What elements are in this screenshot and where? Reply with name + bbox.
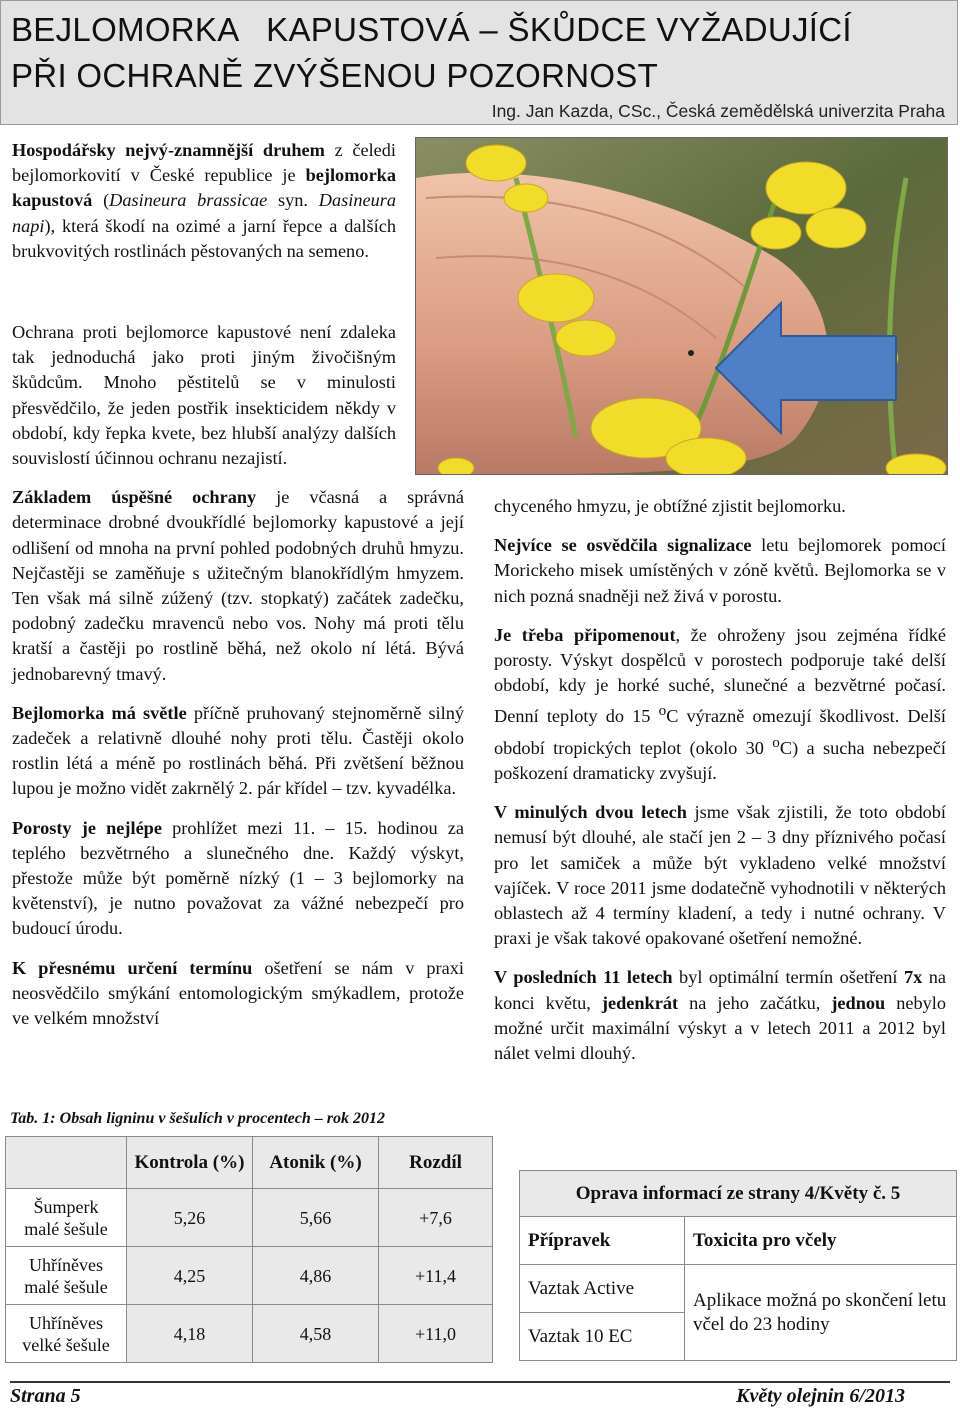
rapeseed-flower-photo — [415, 137, 948, 475]
row-label-place: Uhříněves — [29, 1254, 103, 1275]
correction-box — [519, 1170, 957, 1364]
header-atonik: Atonik (%) — [253, 1137, 379, 1189]
weather-text-2: C výrazně omezují škodlivost. Delší období tropických teplot (okolo 30 — [494, 706, 946, 758]
table-corner-cell — [6, 1137, 127, 1189]
lignin-table — [5, 1136, 493, 1363]
title-line-1: BEJLOMORKA KAPUSTOVÁ – ŠKŮDCE VYŽADUJÍCÍ — [11, 11, 852, 48]
intro-text-2: ( — [92, 190, 110, 211]
cell-kontrola: 5,26 — [127, 1189, 253, 1247]
last-years-text-2: na konci květu, — [494, 967, 947, 1013]
intro-bold-1: Hospodářsky nejvý-znamnější druhem — [12, 140, 325, 160]
intro-italic-1: Dasineura brassicae — [109, 190, 268, 211]
protection-paragraph — [12, 320, 396, 471]
intro-text-3: syn. — [267, 190, 319, 211]
left-column-intro — [12, 138, 396, 264]
cell-rozdil: +11,0 — [379, 1305, 493, 1363]
left-column-main — [12, 320, 464, 1031]
cell-atonik: 4,86 — [253, 1247, 379, 1305]
header-kontrola: Kontrola (%) — [127, 1137, 253, 1189]
last-years-bold-4: jednou — [831, 992, 886, 1013]
degree-sup-2: o — [772, 733, 780, 751]
table-header-row — [6, 1137, 493, 1189]
weather-paragraph — [494, 623, 946, 786]
title-line-2: PŘI OCHRANĚ ZVÝŠENOU POZORNOST — [11, 57, 659, 94]
column-header-toxicity: Toxicita pro včely — [685, 1217, 957, 1265]
journal-issue: Květy olejnin 6/2013 — [736, 1385, 905, 1407]
cell-atonik: 5,66 — [253, 1189, 379, 1247]
column-header-product: Přípravek — [520, 1217, 685, 1265]
timing-bold: K přesnému určení termínu — [12, 957, 253, 978]
product-vaztak-active: Vaztak Active — [520, 1265, 685, 1313]
correction-table — [519, 1170, 957, 1361]
cell-kontrola: 4,18 — [127, 1305, 253, 1363]
midge-description-paragraph — [12, 701, 464, 802]
intro-italic-2: Dasineura napi — [12, 190, 396, 236]
protection-text: Ochrana proti bejlomorce kapustové není zdaleka tak jednoduchá jako proti jiným živočišným škůdcům. Mnoho pěstitelů se v minulosti přesvědčilo, že jeden postřik insekticidem někdy v období, kdy řepka kvete, bez hlubší analýzy dalších souvislostí účinnou ochranu nezajistí. — [12, 322, 396, 469]
signalization-text: letu bejlomorek pomocí Morickeho misek umístěných v zóně květů. Bejlomorka se v nich pozná snadněji než živá v porostu. — [494, 535, 946, 606]
correction-title: Oprava informací ze strany 4/Květy č. 5 — [520, 1171, 957, 1217]
product-vaztak-10ec: Vaztak 10 EC — [520, 1313, 685, 1361]
photo-illustration — [416, 138, 947, 474]
row-label-type: malé šešule — [24, 1218, 108, 1239]
header-banner — [0, 0, 958, 125]
table-row — [6, 1189, 493, 1247]
row-label — [6, 1247, 127, 1305]
author-line: Ing. Jan Kazda, CSc., Česká zemědělská univerzita Praha — [491, 101, 945, 121]
inspection-bold: Porosty je nejlépe — [12, 817, 162, 838]
weather-bold: Je třeba připomenout — [494, 624, 676, 645]
intro-paragraph — [12, 138, 396, 264]
determination-paragraph — [12, 485, 464, 687]
timing-text: ošetření se nám v praxi neosvědčilo smýkání entomologickým smýkadlem, protože ve velkém množství — [12, 957, 464, 1029]
inspection-text: prohlížet mezi 11. – 15. hodinou za teplého bezvětrného a slunečného dne. Každý výskyt, přestože může být poměrně nízký (1 – 3 bejlomorky na květenství), je nutno považovat za vážné nebezpečí pro budoucí úrodu. — [12, 817, 464, 939]
recent-years-text: jsme však zjistili, že toto období nemusí být dlouhé, ale stačí jen 2 – 3 dny příznivého počasí pro let samiček a může být vykladeno velké množství vajíček. V roce 2011 jsme dodatečně vyhodnotili v některých oblastech až 4 termíny kladení, a tedy i nutné ochrany. V praxi je však takové opakované ošetření nemožné. — [494, 802, 946, 949]
recent-years-paragraph — [494, 800, 946, 951]
row-label-type: malé šešule — [24, 1276, 108, 1297]
row-label-place: Šumperk — [33, 1196, 99, 1217]
page-footer — [10, 1381, 950, 1407]
last-years-bold-3: jedenkrát — [601, 992, 679, 1013]
midge-description-text: příčně pruhovaný stejnoměrně silný zadeček a relativně dlouhé nohy proti tělu. Častěji okolo rostlin létá a méně po rostlinách běhá. Při zvětšení běžnou lupou je možno vidět zakrnělý 2. pár křídel – tzv. kyvadélka. — [12, 702, 464, 799]
intro-text-1: z čeledi bejlomorkovití v České republice je — [12, 140, 396, 186]
last-years-text-3: na jeho začátku, — [678, 992, 832, 1013]
page-title — [11, 7, 852, 99]
last-11-years-paragraph — [494, 965, 946, 1066]
right-continuation: chyceného hmyzu, je obtížné zjistit bejlomorku. — [494, 496, 846, 516]
cell-kontrola: 4,25 — [127, 1247, 253, 1305]
row-label — [6, 1305, 127, 1363]
timing-paragraph — [12, 956, 464, 1032]
weather-text-1: , že ohroženy jsou zejména řídké porosty. Výskyt dospělců v porostech podporuje také delší období, kdy je horké suché, slunečné a bezvětrné počasí. Denní teploty do 15 — [494, 624, 947, 727]
intro-text-4: ), která škodí na ozimé a jarní řepce a dalších brukvovitých rostlinách pěstovaných na semeno. — [12, 215, 396, 261]
table-caption: Tab. 1: Obsah ligninu v šešulích v procentech – rok 2012 — [10, 1110, 385, 1127]
intro-bold-2: bejlomorka kapustová — [12, 165, 396, 211]
midge-description-bold: Bejlomorka má světle — [12, 702, 187, 723]
last-years-text-1: byl optimální termín ošetření — [672, 967, 904, 988]
cell-rozdil: +7,6 — [379, 1189, 493, 1247]
row-label-type: velké šešule — [22, 1334, 110, 1355]
table-row — [6, 1247, 493, 1305]
toxicity-note: Aplikace možná po skončení letu včel do 23 hodiny — [685, 1265, 957, 1361]
right-column — [494, 494, 946, 1066]
signalization-paragraph — [494, 533, 946, 609]
header-rozdil: Rozdíl — [379, 1137, 493, 1189]
midge-marker — [688, 350, 694, 356]
row-label — [6, 1189, 127, 1247]
last-years-text-4: nebylo možné určit maximální výskyt a v letech 2011 a 2012 byl nálet velmi dlouhý. — [494, 992, 946, 1064]
signalization-bold: Nejvíce se osvědčila signalizace — [494, 535, 752, 556]
determination-bold: Základem úspěšné ochrany — [12, 487, 257, 508]
cell-atonik: 4,58 — [253, 1305, 379, 1363]
last-years-bold-2: 7x — [904, 967, 923, 988]
weather-text-3: C) a sucha nebezpečí poškození dramaticky zvyšují. — [494, 737, 946, 784]
page-number: Strana 5 — [10, 1385, 81, 1407]
lignin-table-block — [0, 1104, 497, 1364]
cell-rozdil: +11,4 — [379, 1247, 493, 1305]
inspection-paragraph — [12, 816, 464, 942]
determination-text: je včasná a správná determinace drobné dvoukřídlé bejlomorky kapustové a její odlišení od mnoha na první pohled podobných druhů hmyzu. Nejčastěji se zaměňuje s užitečným blanokřídlým hmyzem. Ten však má silně zúžený (tzv. stopkatý) začátek zadečku, podobný zadečku mravenců nebo vos. Nohy má proti tělu kratší a častěji po rostlině běhá, než okolo ní létá. Bývá jednobarevný tmavý. — [12, 487, 464, 684]
row-label-place: Uhříněves — [29, 1312, 103, 1333]
degree-sup-1: o — [658, 702, 667, 720]
table-row — [6, 1305, 493, 1363]
recent-years-bold: V minulých dvou letech — [494, 802, 687, 823]
last-years-bold-1: V posledních 11 letech — [494, 967, 673, 988]
